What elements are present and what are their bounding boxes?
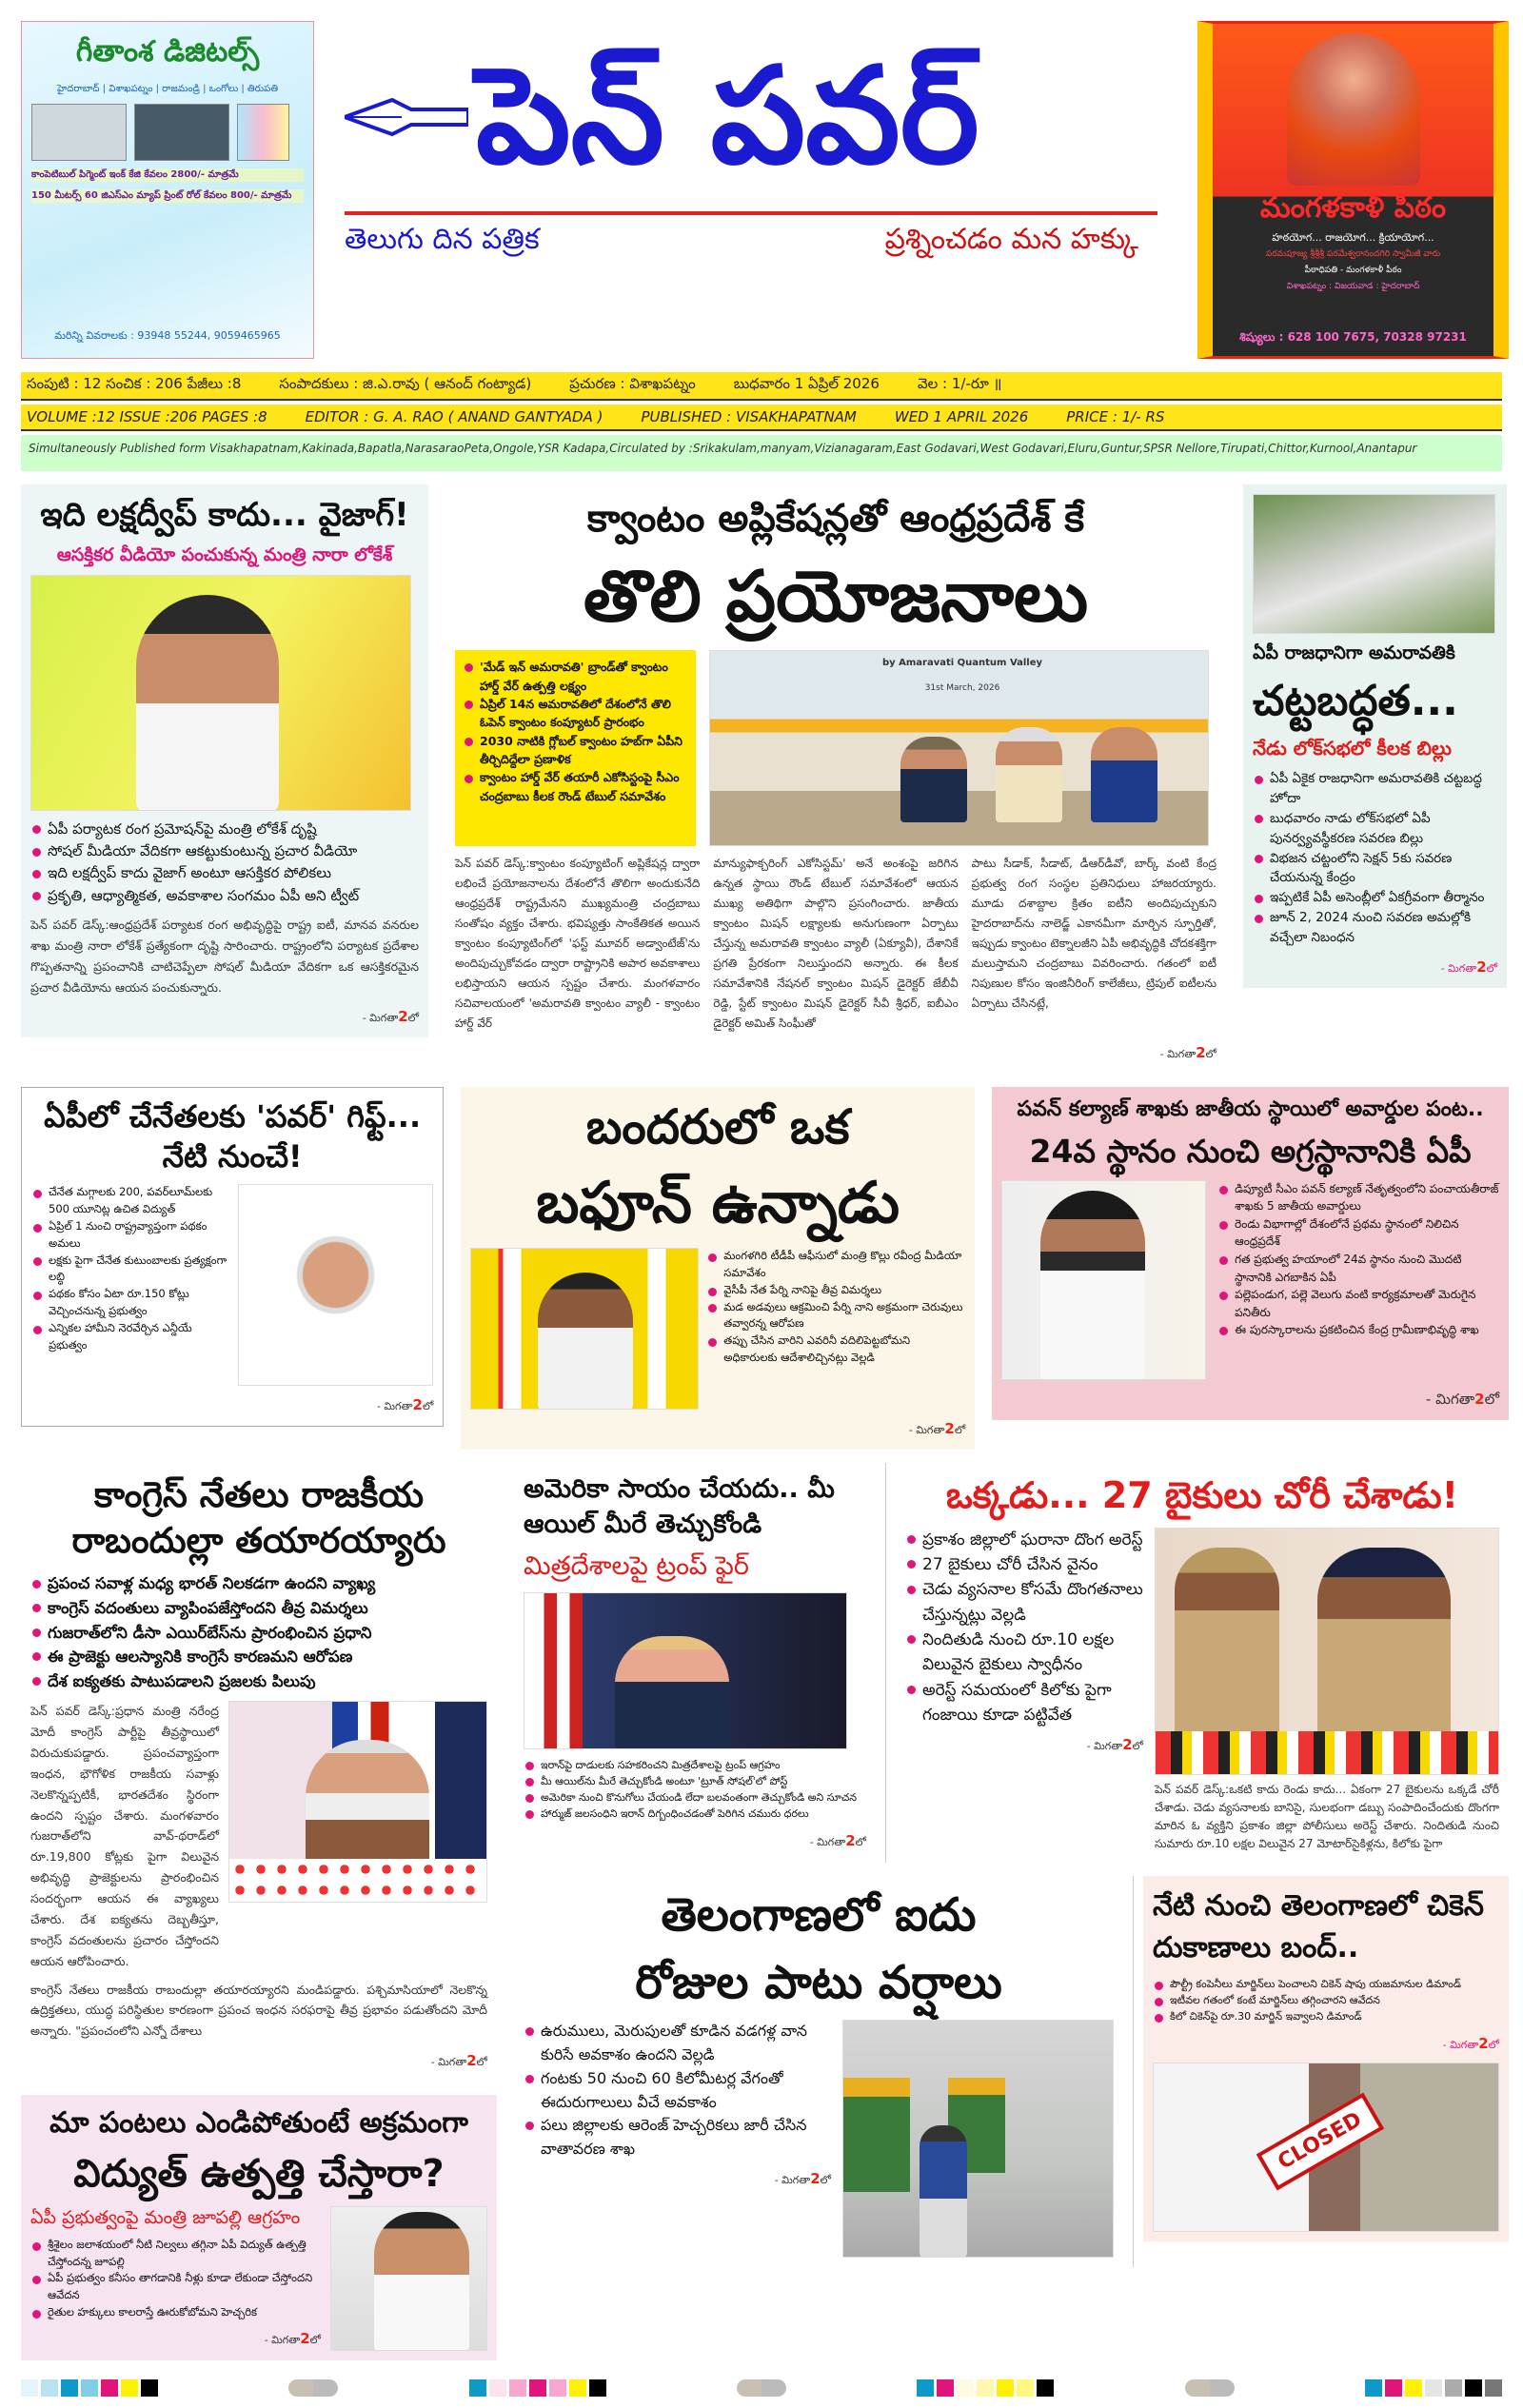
continued-note xyxy=(455,1041,1216,1064)
published-at: ప్రచురణ : విశాఖపట్నం xyxy=(569,375,696,392)
continued-text: - మిగతా xyxy=(774,2173,811,2186)
bullet-item: ఇరాన్‌పై దాడులకు సహకరించని మిత్రదేశాలపై ట్రంప్ ఆగ్రహం xyxy=(524,1757,866,1773)
round-table-photo xyxy=(709,650,1209,846)
continued-page-number: 2 xyxy=(1196,1044,1206,1062)
row-1 xyxy=(21,484,1509,1074)
editor: సంపాదకులు : జి.ఎ.రావు ( ఆనంద్ గంట్యాడ) xyxy=(279,375,532,392)
price: వెల : 1/-రూ ॥ xyxy=(917,375,1002,392)
continued-page-number: 2 xyxy=(810,2169,821,2187)
continued-text: లో xyxy=(1486,962,1497,976)
bikes-bullets-col xyxy=(905,1528,1143,1757)
bullet-item: ఇటీవల గతంలో కంటే మార్జిన్‌లు తగ్గించారని ఆవేదన xyxy=(1153,1992,1499,2008)
bullet-item: లక్షకు పైగా చేనేత కుటుంబాలకు ప్రత్యక్షంగా లబ్ధి xyxy=(31,1253,230,1287)
kollu-ravindra-photo xyxy=(470,1248,699,1410)
kicker: పవన్ కల్యాణ్ శాఖకు జాతీయ స్థాయిలో అవార్డుల పంట.. xyxy=(1017,1097,1484,1122)
continued-text: - మిగతా xyxy=(1442,2039,1479,2052)
circulation-strip: Simultaneously Published form Visakhapatnam,Kakinada,Bapatla,NarasaraoPeta,Ongole,YSR Kadapa,Circulated by :Srikakulam,manyam,Vizianagaram,East Godavari,West Godavari,Eluru,Guntur,SPSR Nellore,Tirupati,Chittor,Kurnool,Anantapur xyxy=(21,435,1502,471)
registration-pill xyxy=(737,2379,786,2397)
bullet-item: పలు జిల్లాలకు ఆరెంజ్ హెచ్చరికలు జారీ చేసిన వాతావరణ శాఖ xyxy=(524,2114,831,2161)
bullet-item: ఎన్నికల హామీని నెరవేర్చిన ఎన్డీయే ప్రభుత్వం xyxy=(31,1320,230,1354)
lokesh-photo xyxy=(30,575,411,811)
bullet-item: ప్రకాశం జిల్లాలో ఘరానా దొంగ అరెస్ట్ xyxy=(905,1528,1143,1552)
continued-note xyxy=(30,2327,321,2350)
article-trump-oil[interactable] xyxy=(514,1463,876,1862)
handloom-content xyxy=(31,1184,433,1386)
ad-images xyxy=(31,104,304,161)
bullet-item: క్వాంటం హార్డ్ వేర్ తయారీ ఎకోసిస్టంపై సీఎం చంద్రబాబు కీలక రౌండ్ టేబుల్ సమావేశం xyxy=(463,768,688,805)
continued-note xyxy=(524,1829,866,1852)
registration-pill xyxy=(288,2379,338,2397)
continued-page-number: 2 xyxy=(300,2329,310,2347)
bullet-list xyxy=(30,1571,487,1693)
bullet-item: తప్పు చేసిన వారిని ఎవరినీ వదిలిపెట్టబోమని అధికారులకు ఆదేశాలిచ్చినట్లు వెల్లడి xyxy=(706,1332,965,1367)
article-bandar[interactable] xyxy=(461,1087,975,1450)
bullet-item: ఉరుములు, మెరుపులతో కూడిన వడగళ్ల వాన కురిసే అవకాశం ఉందని వెల్లడి xyxy=(524,2020,831,2067)
bullet-list xyxy=(1217,1180,1499,1339)
bullet-item: ప్రపంచ సవాళ్ల మధ్య భారత్ నిలకడగా ఉందని వ్యాఖ్య xyxy=(30,1571,487,1596)
continued-page-number: 2 xyxy=(466,2052,477,2070)
continued-page-number: 2 xyxy=(1474,1390,1485,1408)
bullet-list xyxy=(30,819,419,907)
bullet-item: జూన్ 2, 2024 నుంచి సవరణ అమల్లోకి వచ్చేలా నిబంధన xyxy=(1253,908,1497,948)
headline: చట్టబద్ధత... xyxy=(1253,676,1458,725)
bullet-item: రెండు విభాగాల్లో దేశంలోనే ప్రథమ స్థానంలో నిలిచిన ఆంధ్రప్రదేశ్ xyxy=(1217,1215,1499,1251)
kicker: క్వాంటం అప్లికేషన్లతో ఆంధ్రప్రదేశ్ కే xyxy=(586,497,1085,541)
bullet-item: 2030 నాటికి గ్లోబల్ క్వాంటం హబ్‌గా ఏపీని తీర్చిదిద్దేలా ప్రణాళిక xyxy=(463,732,688,769)
headline-line1: తెలంగాణలో ఐదు xyxy=(661,1888,977,1943)
article-chicken-shops-bandh[interactable] xyxy=(1143,1876,1509,2241)
headline: అమెరికా సాయం చేయదు.. మీ ఆయిల్ మీరే తెచ్చుకోండి xyxy=(524,1474,835,1539)
bullet-list xyxy=(1253,769,1497,948)
amaravati-aerial-photo xyxy=(1253,494,1495,634)
continued-text: - మిగతా xyxy=(1086,1740,1123,1753)
ad-contact: మరిన్ని వివరాలకు : 93948 55244, 9059465965 xyxy=(54,329,281,342)
bullet-item: ఏప్రిల్ 14న అమరావతిలో దేశంలోనే తొలి ఓపెన్ క్వాంటం కంప్యూటర్ ప్రారంభం xyxy=(463,695,688,732)
swamiji-photo xyxy=(1287,33,1420,186)
continued-page-number: 2 xyxy=(412,1396,423,1414)
date: WED 1 APRIL 2026 xyxy=(894,408,1029,425)
bullet-list xyxy=(524,1757,866,1822)
continued-text: లో xyxy=(422,1400,434,1413)
ad-title: గీతాంశ డిజిటల్స్ xyxy=(75,35,260,69)
color-registration-bar xyxy=(469,2379,606,2397)
article-body-continued: కాంగ్రెస్ నేతలు రాజకీయ రాబందుల్లా తయారయ్యారని మండిపడ్డారు. పశ్చిమాసియాలో నెలకొన్న ఉద్రిక్తతలు, యుద్ధ పరిస్థితుల కారణంగా ప్రపంచ ఇంధన సరఫరాపై తీవ్ర ప్రభావం పడుతోందని మోదీ అన్నారు. "ప్రపంచంలోని ఎన్నో దేశాలు xyxy=(30,1982,487,2039)
continued-note xyxy=(31,1393,433,1416)
ad-line: హఠయోగ... రాజయోగ... క్రియాయోగ... xyxy=(1272,231,1434,244)
column-divider xyxy=(885,1463,886,1863)
rain-traffic-photo xyxy=(842,2020,1114,2258)
bullet-item: గుజరాత్‌లోని డీసా ఎయిర్‌బేస్‌ను ప్రారంభించిన ప్రధాని xyxy=(30,1621,487,1646)
bullet-item: శ్రీశైలం జలాశయంలో నీటి నిల్వలు తగ్గినా ఏపీ విద్యుత్ ఉత్పత్తి చేస్తోందన్న జూపల్లి xyxy=(30,2237,321,2271)
closed-stamp: CLOSED xyxy=(1256,2093,1385,2191)
continued-note xyxy=(470,1417,965,1440)
bullet-list xyxy=(706,1248,965,1367)
color-registration-bar xyxy=(917,2379,1054,2397)
continued-note xyxy=(1153,2032,1499,2055)
continued-text: లో xyxy=(820,2173,831,2186)
continued-text: - మిగతా xyxy=(1425,1390,1475,1408)
editor: EDITOR : G. A. RAO ( ANAND GANTYADA ) xyxy=(305,408,603,425)
continued-page-number: 2 xyxy=(1476,958,1487,977)
police-press-meet-photo xyxy=(1155,1528,1499,1775)
article-body-col3: పాటు సీడాక్, సీడాట్, డీఆర్‌డీవో, బార్క్ వంటి కేంద్ర ప్రభుత్వ రంగ సంస్థల ప్రతినిధులు హాజరయ్యారు. మూడు దశాబ్దాల క్రితం ఐటీని అందిపుచ్చుకుని హైదరాబాద్‌ను నాలెడ్జ్ ఎకానమీగా మార్చిన స్ఫూర్తితో, ఇప్పుడు క్వాంటం టెక్నాలజీని ఏపీ అభివృద్ధికి చోదకశక్తిగా మలుస్తామని చంద్రబాబు వివరించారు. గతంలో ఐటీ నిపుణుల కోసం ఇంజినీరింగ్ కాలేజీలు, ట్రిపుల్ ఐటీలను ఏర్పాటు చేసినట్లే, xyxy=(971,857,1216,1011)
bullet-item: ఇప్పటికే ఏపీ అసెంబ్లీలో ఏకగ్రీవంగా తీర్మానం xyxy=(1253,888,1497,908)
subheadline: నేడు లోక్‌సభలో కీలక బిల్లు xyxy=(1253,736,1452,760)
bikes-photo-col xyxy=(1155,1528,1499,1854)
newspaper-name: పెన్ పవర్ xyxy=(476,39,979,194)
tagline-telugu-daily: తెలుగు దిన పత్రిక xyxy=(345,223,540,256)
ad-title: మంగళకాళీ పీఠం xyxy=(1259,191,1447,225)
bullet-item: ఈ ప్రాజెక్టు ఆలస్యానికి కాంగ్రెసే కారణమని ఆరోపణ xyxy=(30,1645,487,1669)
ad-offer-roll: 150 మీటర్స్ 60 జిఎస్ఎం మ్యాప్ ప్రింట్ రోల్ కేవలం 800/- మాత్రమే xyxy=(31,189,304,203)
headline: ఇది లక్షద్వీప్ కాదు... వైజాగ్! xyxy=(40,496,409,534)
bullet-item: కిలో చికెన్‌పై రూ.30 మార్జిన్ ఇవ్వాలని డిమాండ్ xyxy=(1153,2008,1499,2024)
ad-line: పీఠాధిపతి - మంగళకాళీ పీఠం xyxy=(1304,265,1402,275)
article-quantum[interactable] xyxy=(445,484,1226,1074)
bandar-content xyxy=(470,1248,965,1410)
article-vizag[interactable] xyxy=(21,484,428,1037)
continued-text: - మిగతా xyxy=(908,1424,945,1437)
bullet-item: గంటకు 50 నుంచి 60 కిలోమీటర్ల వేగంతో ఈదురుగాలులు వీచే అవకాశం xyxy=(524,2067,831,2115)
row-4-right xyxy=(514,1876,1509,2267)
bullet-item: మడ అడవులు ఆక్రమించి పేర్ని నాని అక్రమంగా చెరువులు తవ్వారన్న ఆరోపణ xyxy=(706,1299,965,1333)
left-column xyxy=(21,1463,497,2360)
continued-note xyxy=(1253,956,1497,978)
color-registration-bar xyxy=(21,2379,158,2397)
continued-text: లో xyxy=(1132,1740,1143,1753)
bullet-item: పౌల్ట్రీ కంపెనీలు మార్జిన్‌లు పెంచాలని చికెన్ షాపు యజమానుల డిమాండ్ xyxy=(1153,1976,1499,1992)
bullet-item: ఏప్రిల్ 1 నుంచి రాష్ట్రవ్యాప్తంగా పథకం అమలు xyxy=(31,1218,230,1253)
bullet-item: ఏపీ ప్రభుత్వం కనీసం తాగడానికి నీళ్లు కూడా లేకుండా చేస్తోందని ఆవేదన xyxy=(30,2270,321,2304)
headline: నేటి నుంచి తెలంగాణలో చికెన్ దుకాణాలు బంద్.. xyxy=(1153,1889,1484,1964)
continued-text: - మిగతా xyxy=(430,2056,467,2069)
continued-text: లో xyxy=(476,2056,487,2069)
continued-text: - మిగతా xyxy=(362,1012,399,1025)
bullet-item: ఏపీ ఏకైక రాజధానిగా అమరావతికి చట్టబద్ధ హోదా xyxy=(1253,769,1497,809)
continued-note xyxy=(1001,1388,1499,1411)
subheadline: ఆసక్తికర వీడియో పంచుకున్న మంత్రి నారా లోకేశ్ xyxy=(56,544,393,566)
ad-line: విశాఖపట్నం : విజయవాడ : హైదరాబాద్ xyxy=(1286,281,1420,291)
bullet-item: గత ప్రభుత్వ హయాంలో 24వ స్థానం నుంచి మొదటి స్థానానికి ఎగబాకిన ఏపీ xyxy=(1217,1251,1499,1286)
continued-page-number: 2 xyxy=(1478,2035,1489,2053)
congress-content xyxy=(30,1701,487,1971)
bullet-item: చేనేత మగ్గాలకు 200, పవర్‌లూమ్‌లకు 500 యూనిట్ల ఉచిత విద్యుత్ xyxy=(31,1184,230,1218)
bullet-item: హార్ముజ్ జలసంధిని ఇరాన్ దిగ్బంధించడంతో పెరిగిన చమురు ధరలు xyxy=(524,1806,866,1822)
subheadline: మిత్రదేశాలపై ట్రంప్ ఫైర్ xyxy=(524,1551,749,1582)
date: బుధవారం 1 ఏప్రిల్ 2026 xyxy=(733,375,880,392)
banner-date: 31st March, 2026 xyxy=(924,683,1000,694)
bullet-item: విభజన చట్టంలోని సెక్షన్ 5కు సవరణ చేయనున్న కేంద్రం xyxy=(1253,849,1497,889)
pawan-kalyan-photo xyxy=(1001,1180,1206,1380)
continued-text: లో xyxy=(1205,1048,1216,1061)
continued-text: లో xyxy=(855,1835,866,1848)
headline: విద్యుత్ ఉత్పత్తి చేస్తారా? xyxy=(73,2152,445,2197)
printer-image xyxy=(31,104,127,161)
bullet-item: వైసీపీ నేత పేర్ని నానిపై తీవ్ర విమర్శలు xyxy=(706,1282,965,1299)
bullet-item: మంగళగిరి టీడీపీ ఆఫీసులో మంత్రి కొల్లు రవీంద్ర మీడియా సమావేశం xyxy=(706,1248,965,1282)
article-modi-congress[interactable] xyxy=(21,1463,497,2082)
bullet-item: ఇది లక్షద్వీప్ కాదు వైజాగ్ అంటూ ఆసక్తికర పోలికలు xyxy=(30,862,419,884)
jupally-content xyxy=(30,2206,487,2351)
newspaper-logo xyxy=(326,21,1186,359)
advertisement-geethamsha-digitals xyxy=(21,21,314,359)
article-pawan-awards[interactable] xyxy=(992,1087,1509,1419)
quantum-top xyxy=(455,650,1216,846)
registration-pill xyxy=(1185,2379,1235,2397)
logo-wordmark xyxy=(345,30,1177,204)
bullet-item: ప్రకృతి, ఆధ్యాత్మికత, అవకాశాల సంగమం ఏపీ అని ట్వీట్ xyxy=(30,885,419,907)
bullet-item: ఈ పురస్కారాలను ప్రకటించిన కేంద్ర గ్రామీణాభివృద్ధి శాఖ xyxy=(1217,1321,1499,1339)
continued-text: లో xyxy=(407,1012,419,1025)
volume-issue: VOLUME :12 ISSUE :206 PAGES :8 xyxy=(27,408,267,425)
column-divider xyxy=(1133,1876,1134,2267)
rains-content xyxy=(524,2020,1114,2258)
pen-nib-icon xyxy=(345,98,468,136)
volume-issue: సంపుటి : 12 సంచిక : 206 పేజీలు :8 xyxy=(27,375,242,392)
chicken-shop-photo xyxy=(1153,2063,1499,2232)
bullet-item: బుధవారం నాడు లోక్‌సభలో ఏపీ పునర్వ్యవస్థీకరణ సవరణ బిల్లు xyxy=(1253,809,1497,849)
continued-page-number: 2 xyxy=(845,1831,856,1849)
continued-text: - మిగతా xyxy=(809,1835,846,1848)
right-area xyxy=(514,1463,1509,2267)
continued-note xyxy=(30,1005,419,1028)
bullet-item: కాంగ్రెస్ వదంతులు వ్యాపింపజేస్తోందని తీవ్ర విమర్శలు xyxy=(30,1596,487,1621)
article-bike-thief[interactable] xyxy=(896,1463,1509,1863)
rains-text xyxy=(524,2020,831,2190)
kicker: ఏపీ రాజధానిగా అమరావతికి xyxy=(1253,642,1455,663)
article-body-col1: పెన్ పవర్ డెస్క్:క్వాంటం కంప్యూటింగ్ అప్లికేషన్ల ద్వారా లభించే ప్రయోజనాలను దేశంలోనే తొలిగా అందుకునేది ఆంధ్రప్రదేశ్ రాష్ట్రమేనని ముఖ్యమంత్రి చంద్రబాబు సంతోషం వ్యక్తం చేశారు. భవిష్యత్తు సాంకేతికత అయిన క్వాంటం కంప్యూటింగ్‌లో 'ఫస్ట్ మూవర్ అడ్వాంటేజ్'ను అందిపుచ్చుకోవడం ద్వారా రాష్ట్రానికి అపార అవకాశాలు లభిస్తాయని ఆయన స్పష్టం చేశారు. మంగళవారం సచివాలయంలో 'అమరావతి క్వాంటం వ్యాలీ - క్వాంటం హార్డ్ వేర్ xyxy=(455,857,701,1031)
ad-phone: శిష్యులు : 628 100 7675, 70328 97231 xyxy=(1239,330,1467,344)
modi-photo xyxy=(228,1701,487,1903)
tagline-motto: ప్రశ్నించడం మన హక్కు xyxy=(884,223,1138,256)
masthead xyxy=(21,21,1509,359)
article-amaravati[interactable] xyxy=(1243,484,1507,988)
row-3-right-top xyxy=(514,1463,1509,1863)
continued-text: లో xyxy=(309,2333,321,2346)
info-bar-english xyxy=(21,405,1502,431)
article-handloom-power[interactable] xyxy=(21,1087,444,1427)
row-3 xyxy=(21,1463,1509,2360)
bullet-list xyxy=(524,2020,831,2161)
highlights-box xyxy=(455,650,696,846)
continued-note xyxy=(524,2167,831,2190)
continued-text: - మిగతా xyxy=(1159,1048,1197,1061)
bullet-item: రైతుల హక్కులు కాలరాస్తే ఊరుకోబోమని హెచ్చరిక xyxy=(30,2304,321,2321)
registration-marks xyxy=(21,2379,1502,2397)
continued-page-number: 2 xyxy=(398,1008,408,1026)
plotter-image xyxy=(134,104,229,161)
article-jupally-power[interactable] xyxy=(21,2095,497,2360)
continued-page-number: 2 xyxy=(1122,1736,1133,1754)
bikes-content xyxy=(905,1528,1499,1854)
headline: కాంగ్రెస్ నేతలు రాజకీయ రాబందుల్లా తయారయ్యారు xyxy=(71,1474,446,1562)
article-body: పెన్ పవర్ డెస్క్:ఒకటి కాదు రెండు కాదు... ఏకంగా 27 బైకులను ఒక్కడే చోరీ చేశాడు. చెడు వ్యసనాలకు బానిసై, సులభంగా డబ్బు సంపాదించేందుకు దొంగగా మారిన ఓ వ్యక్తిని ప్రకాశం జిల్లా పోలీసులు అరెస్ట్ చేశారు. నిందితుడి నుంచి సుమారు రూ.10 లక్షల విలువైన 27 మోటార్‌సైకిళ్లను, కిలోకు పైగా xyxy=(1155,1782,1499,1851)
article-body: పెన్ పవర్ డెస్క్:ప్రధాన మంత్రి నరేంద్ర మోదీ కాంగ్రెస్ పార్టీపై తీవ్రస్థాయిలో విరుచుకుపడ్డారు. ప్రపంచవ్యాప్తంగా ఇంధన, భౌగోళిక రాజకీయ సవాళ్లు నెలకొన్నప్పటికీ, భారతదేశం స్థిరంగా ఉందని స్పష్టం చేశారు. మంగళవారం గుజరాత్‌లోని వావ్-థరాడ్‌లో రూ.19,800 కోట్లకు పైగా విలువైన అభివృద్ధి ప్రాజెక్టులను ప్రారంభించిన సందర్భంగా ఆయన ఈ వ్యాఖ్యలు చేశారు. దేశ ఐక్యతను దెబ్బతీస్తూ, కాంగ్రెస్ వదంతులను ప్రచారం చేస్తోందని ఆయన ఆరోపించారు. xyxy=(30,1704,219,1968)
bullet-item: 27 బైకులు చోరీ చేసిన వైనం xyxy=(905,1552,1143,1577)
info-bar-telugu xyxy=(21,372,1502,401)
bullet-item: అరెస్ట్ సమయంలో కిలోకు పైగా గంజాయి కూడా పట్టివేత xyxy=(905,1678,1143,1728)
bullet-item: చెడు వ్యసనాల కోసమే దొంగతనాలు చేస్తున్నట్లు వెల్లడి xyxy=(905,1577,1143,1628)
headline-line2: బఫూన్ ఉన్నాడు xyxy=(536,1170,900,1237)
headline-line2: రోజుల పాటు వర్షాలు xyxy=(635,1955,1002,2009)
article-body: పెన్ పవర్ డెస్క్:ఆంధ్రప్రదేశ్ పర్యాటక రంగ అభివృద్ధిపై రాష్ట్ర ఐటీ, మానవ వనరుల శాఖ మంత్రి నారా లోకేశ్ ప్రత్యేకంగా దృష్టి సారించారు. రాష్ట్రంలోని పర్యాటక ప్రదేశాల గొప్పతనాన్ని ప్రపంచానికి చాటిచెప్పేలా సోషల్ మీడియా వేదికగా ఒక ఆసక్తికరమైన ప్రచార వీడియోను ఆయన పంచుకున్నారు. xyxy=(30,917,419,995)
jupally-text xyxy=(30,2206,321,2350)
kicker: మా పంటలు ఎండిపోతుంటే అక్రమంగా xyxy=(49,2106,468,2141)
continued-note xyxy=(905,1733,1143,1756)
bullet-list xyxy=(31,1184,230,1353)
advertisement-mangalakali-peetham xyxy=(1197,21,1509,359)
article-telangana-rains[interactable] xyxy=(514,1876,1123,2267)
bullet-item: 'మేడ్ ఇన్ అమరావతి' బ్రాండ్‌తో క్వాంటం హార్డ్ వేర్ ఉత్పత్తి లక్ష్యం xyxy=(463,658,688,695)
continued-text: - మిగతా xyxy=(376,1400,413,1413)
continued-text: - మిగతా xyxy=(1440,962,1477,976)
quantum-body xyxy=(455,854,1216,1034)
jupally-photo xyxy=(330,2206,487,2351)
headline: 24వ స్థానం నుంచి అగ్రస్థానానికి ఏపీ xyxy=(1029,1132,1472,1170)
published-at: PUBLISHED : VISAKHAPATNAM xyxy=(641,408,857,425)
ad-cities: హైదరాబాద్ | విశాఖపట్నం | రాజమండ్రి | ఒంగోలు | తిరుపతి xyxy=(56,84,279,94)
continued-note xyxy=(30,2049,487,2072)
color-registration-bar xyxy=(1365,2379,1502,2397)
bullet-item: డిప్యూటీ సీఎం పవన్ కల్యాణ్ నేతృత్వంలోని పంచాయతీరాజ్ శాఖకు 5 జాతీయ అవార్డులు xyxy=(1217,1180,1499,1215)
trump-photo xyxy=(524,1592,847,1749)
continued-page-number: 2 xyxy=(944,1420,955,1438)
continued-text: - మిగతా xyxy=(264,2333,301,2346)
bullet-list xyxy=(30,2237,321,2321)
bullet-item: అమెరికా నుంచి కొనుగోలు చేయండి లేదా బలవంతంగా తెచ్చుకోండి అని సూచన xyxy=(524,1789,866,1806)
bullet-item: మీ ఆయిల్‌ను మీరే తెచ్చుకోండి అంటూ 'ట్రూత్ సోషల్'లో పోస్ట్ xyxy=(524,1773,866,1789)
ad-offer-ink: కాంపెటిబుల్ పిగ్మెంట్ ఇంక్ కేజి కేవలం 2800/- మాత్రమే xyxy=(31,168,304,182)
ink-bottles-image xyxy=(237,104,289,161)
headline: ఏపీలో చేనేతలకు 'పవర్' గిఫ్ట్... నేటి నుంచే! xyxy=(44,1098,422,1174)
bullet-list xyxy=(905,1528,1143,1728)
continued-text: లో xyxy=(1484,1390,1499,1408)
logo-taglines xyxy=(345,223,1177,263)
subheadline: ఏపీ ప్రభుత్వంపై మంత్రి జూపల్లి ఆగ్రహం xyxy=(30,2207,301,2229)
chandrababu-photo xyxy=(238,1184,433,1386)
price: PRICE : 1/- RS xyxy=(1066,408,1165,425)
banner-text: by Amaravati Quantum Valley xyxy=(881,658,1043,669)
bullet-item: పథకం కోసం ఏటా రూ.150 కోట్లు వెచ్చించనున్న ప్రభుత్వం xyxy=(31,1286,230,1320)
bullet-item: పల్లెపండుగ, పల్లె వెలుగు వంటి కార్యక్రమాలతో మెరుగైన పనితీరు xyxy=(1217,1286,1499,1321)
headline: తొలి ప్రయోజనాలు xyxy=(583,556,1089,638)
bullet-item: నిందితుడి నుంచి రూ.10 లక్షల విలువైన బైకులు స్వాధీనం xyxy=(905,1628,1143,1678)
bullet-list xyxy=(1153,1976,1499,2024)
ad-line: పరమపూజ్య శ్రీశ్రీశ్రీ పరమేశ్వరానందగిరి స్వామీజీ వారు xyxy=(1265,249,1441,260)
headline-line1: బందరులో ఒక xyxy=(585,1099,850,1155)
continued-text: లో xyxy=(1488,2039,1499,2052)
article-body-col2: మాన్యుఫాక్చరింగ్ ఎకోసిస్టమ్' అనే అంశంపై జరిగిన ఉన్నత స్థాయి రౌండ్ టేబుల్ సమావేశంలో ఆయన ముఖ్య అతిథిగా పాల్గొని ప్రసంగించారు. జాతీయ క్వాంటం మిషన్ లక్ష్యాలకు అనుగుణంగా ఏర్పాటు చేస్తున్న అమరావతి క్వాంటం వ్యాలీ (ఏక్యూవీ), దేశానికే ప్రగతి ప్రేరకంగా నిలుస్తుందని అన్నారు. ఈ కీలక సమావేశానికి నేషనల్ క్వాంటం మిషన్ డైరెక్టర్ జేబీవీ రెడ్డి, స్టేట్ క్వాంటం మిషన్ డైరెక్టర్ సీవీ శ్రీధర్, ఐబీఎం డైరెక్టర్ అమిత్ సింఘీతో xyxy=(713,857,959,1031)
bullet-item: దేశ ఐక్యతకు పాటుపడాలని ప్రజలకు పిలుపు xyxy=(30,1669,487,1694)
bullet-item: సోషల్ మీడియా వేదికగా ఆకట్టుకుంటున్న ప్రచార వీడియో xyxy=(30,840,419,862)
bullet-item: ఏపీ పర్యాటక రంగ ప్రమోషన్‌పై మంత్రి లోకేశ్ దృష్టి xyxy=(30,819,419,840)
continued-text: లో xyxy=(954,1424,966,1437)
row-2 xyxy=(21,1087,1509,1450)
logo-divider xyxy=(345,211,1157,215)
headline: ఒక్కడు... 27 బైకులు చోరీ చేశాడు! xyxy=(946,1474,1458,1517)
pawan-content xyxy=(1001,1180,1499,1380)
